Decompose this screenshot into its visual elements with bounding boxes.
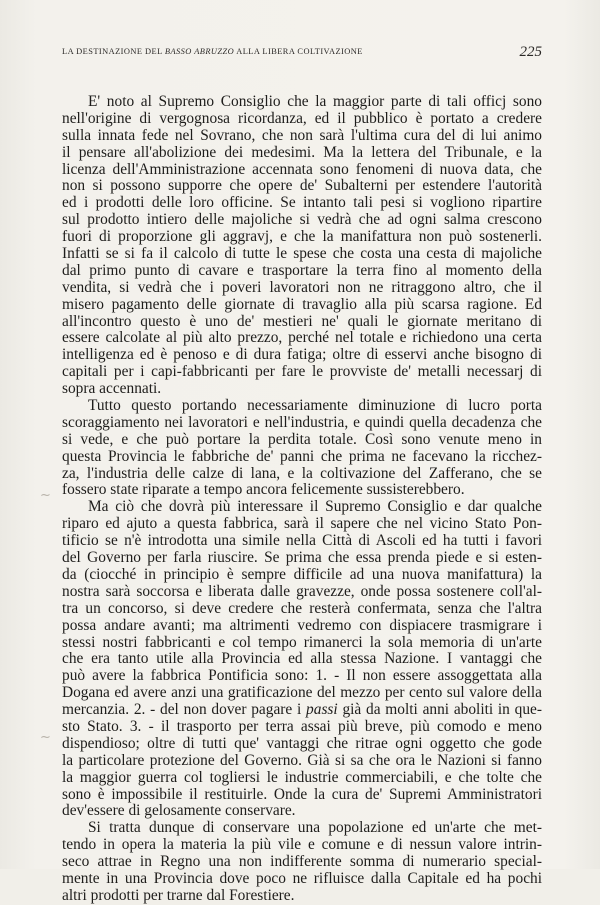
text-line: il pensare all'abolizione dei medesimi. Ma la lettera del Tribunale, e la (62, 143, 542, 161)
text-line: essere calcolate al più alto prezzo, perché nel totale e richiedono una certa (62, 329, 542, 347)
text-line: ed i prodotti delle loro officine. Se intanto tali pesi si vogliono ripartire (62, 194, 542, 212)
text-line: che era tanto utile alla Provincia ed alla stessa Nazione. I vantaggi che (62, 650, 542, 668)
paragraph (62, 820, 542, 904)
pencil-mark-icon: ~ (40, 730, 51, 745)
text-line: vendita, si vedrà che i poveri lavoratori non ne ritraggono altro, che il (62, 278, 542, 296)
running-title-part2: ALLA LIBERA COLTIVAZIONE (234, 47, 363, 56)
text-line: sopra accennati. (62, 380, 162, 398)
text-line: tra un concorso, si deve credere che resterà confermata, senza che l'altra (62, 599, 542, 617)
text-line: intelligenza ed è penoso e di dura fatiga; oltre di esservi anche bisogno di (62, 346, 542, 364)
text-line: non si possono supporre che opere de' Subalterni per estendere l'autorità (62, 177, 542, 195)
text-line: stessi nostri fabbricanti e col tempo rimanerci la sola memoria di un'arte (62, 633, 542, 651)
text-line: seco attrae in Regno una non indifferente somma di numerario special- (62, 853, 542, 871)
text-line: questa Provincia le fabbriche de' panni che prima ne facevano la ricchez- (62, 447, 542, 465)
text-line: Tutto questo portando necessariamente diminuzione di lucro porta (88, 397, 542, 415)
running-title-italic: BASSO ABRUZZO (164, 47, 235, 56)
running-title-part1: LA DESTINAZIONE DEL (62, 47, 165, 56)
text-line: fossero state riparate a tempo ancora felicemente sussisterebbero. (62, 481, 465, 499)
text-line: sto Stato. 3. - il trasporto per terra assai più breve, più comodo e meno (62, 717, 542, 735)
text-line: può avere la fabbrica Pontificia sono: 1. - Il non essere assoggettata alla (62, 667, 542, 685)
text-line: Ma ciò che dovrà più interessare il Supremo Consiglio e dar qualche (88, 498, 542, 516)
page-number: 225 (519, 44, 542, 60)
running-title (62, 47, 363, 56)
text-line: za, l'industria delle calze di lana, e la coltivazione del Zafferano, che se (62, 464, 542, 482)
text-line: Infatti se si fa il calcolo di tutte le spese che costa una cesta di majoliche (62, 245, 542, 263)
text-line: misero pagamento delle giornate di travaglio alla più scarsa ragione. Ed (62, 295, 542, 313)
body-text (62, 94, 542, 905)
running-header (62, 44, 542, 64)
text-line: scoraggiamento nei lavoratori e nell'industria, e quindi quella decadenza che (62, 413, 542, 431)
text-line: Si tratta dunque di conservare una popolazione ed un'arte che met- (88, 819, 542, 837)
text-line: licenza dell'Amministrazione accennata sono fenomeni di nuova data, che (62, 160, 542, 178)
text-line: sulla innata fede nel Sovrano, che non sarà l'ultima cura del di lui animo (62, 126, 542, 144)
text-line: tificio se n'è introdotta una simile nella Città di Ascoli ed ha tutti i favori (62, 532, 542, 550)
text-line: da (ciocché in principio è sempre difficile ad una nuova manifattura) la (62, 565, 542, 583)
paragraph (62, 398, 542, 499)
text-line: si vede, e che può portare la perdita totale. Così sono venute meno in (62, 430, 542, 448)
text-line: sono è impossibile il restituirle. Onde la cura de' Supremi Amministratori (62, 785, 542, 803)
text-line: capitali per i capi-fabbricanti per fare le provviste de' metalli necessarj di (62, 363, 542, 381)
text-line: la maggior guerra col togliersi le industrie commerciabili, e che tolte che (62, 768, 542, 786)
text-line: riparo ed ajuto a questa fabbrica, sarà il sapere che nel vicino Stato Pon- (62, 515, 542, 533)
text-line: sul prodotto intiero delle majoliche si vedrà che ad ogni salma crescono (62, 211, 542, 229)
text-line: mente in una Provincia dove poco ne rifluisce dalla Capitale ed ha pochi (62, 869, 542, 887)
text-line: Dogana ed avere anzi una gratificazione del mezzo per cento sul valore della (62, 684, 542, 702)
italic-word: passi (306, 701, 338, 719)
text-line: nell'origine di vergognosa ricordanza, ed il pubblico è portato a credere (62, 109, 542, 127)
paragraph (62, 94, 542, 398)
text-line: altri prodotti per trarne dal Forestiere. (62, 886, 295, 904)
text-line: E' noto al Supremo Consiglio che la maggior parte di tali officj sono (88, 93, 542, 110)
text-line: nostra sarà soccorsa e liberata dalle gravezze, onde possa sostenere coll'al- (62, 582, 542, 600)
text-line: fuori di proporzione gli aggravj, e che la manifattura non può sostenerli. (62, 228, 542, 246)
text-line: tendo in opera la materia la più vile e comune e di nessun valore intrin- (62, 836, 542, 854)
paragraph (62, 499, 542, 820)
text-line: dev'essere di gelosamente conservare. (62, 802, 296, 820)
pencil-mark-icon: ~ (40, 488, 51, 503)
text-line: all'incontro questo è uno de' mestieri ne' quali le giornate meritano di (62, 312, 542, 330)
text-line: dispendioso; oltre di tutti que' vantaggi che ritrae ogni oggetto che gode (62, 734, 542, 752)
text-line: la particolare protezione del Governo. Già si sa che ora le Nazioni si fanno (62, 751, 542, 769)
text-line: del Governo per farla riuscire. Se prima che essa prenda piede e si esten- (62, 549, 542, 567)
text-line: dal primo punto di cavare e trasportare la terra fino al momento della (62, 261, 542, 279)
text-line: mercanzia. 2. - del non dover pagare i passi già da molti anni aboliti in que- (62, 701, 542, 719)
text-line: possa andare avanti; ma altrimenti vedremo con dispiacere trasmigrare i (62, 616, 542, 634)
